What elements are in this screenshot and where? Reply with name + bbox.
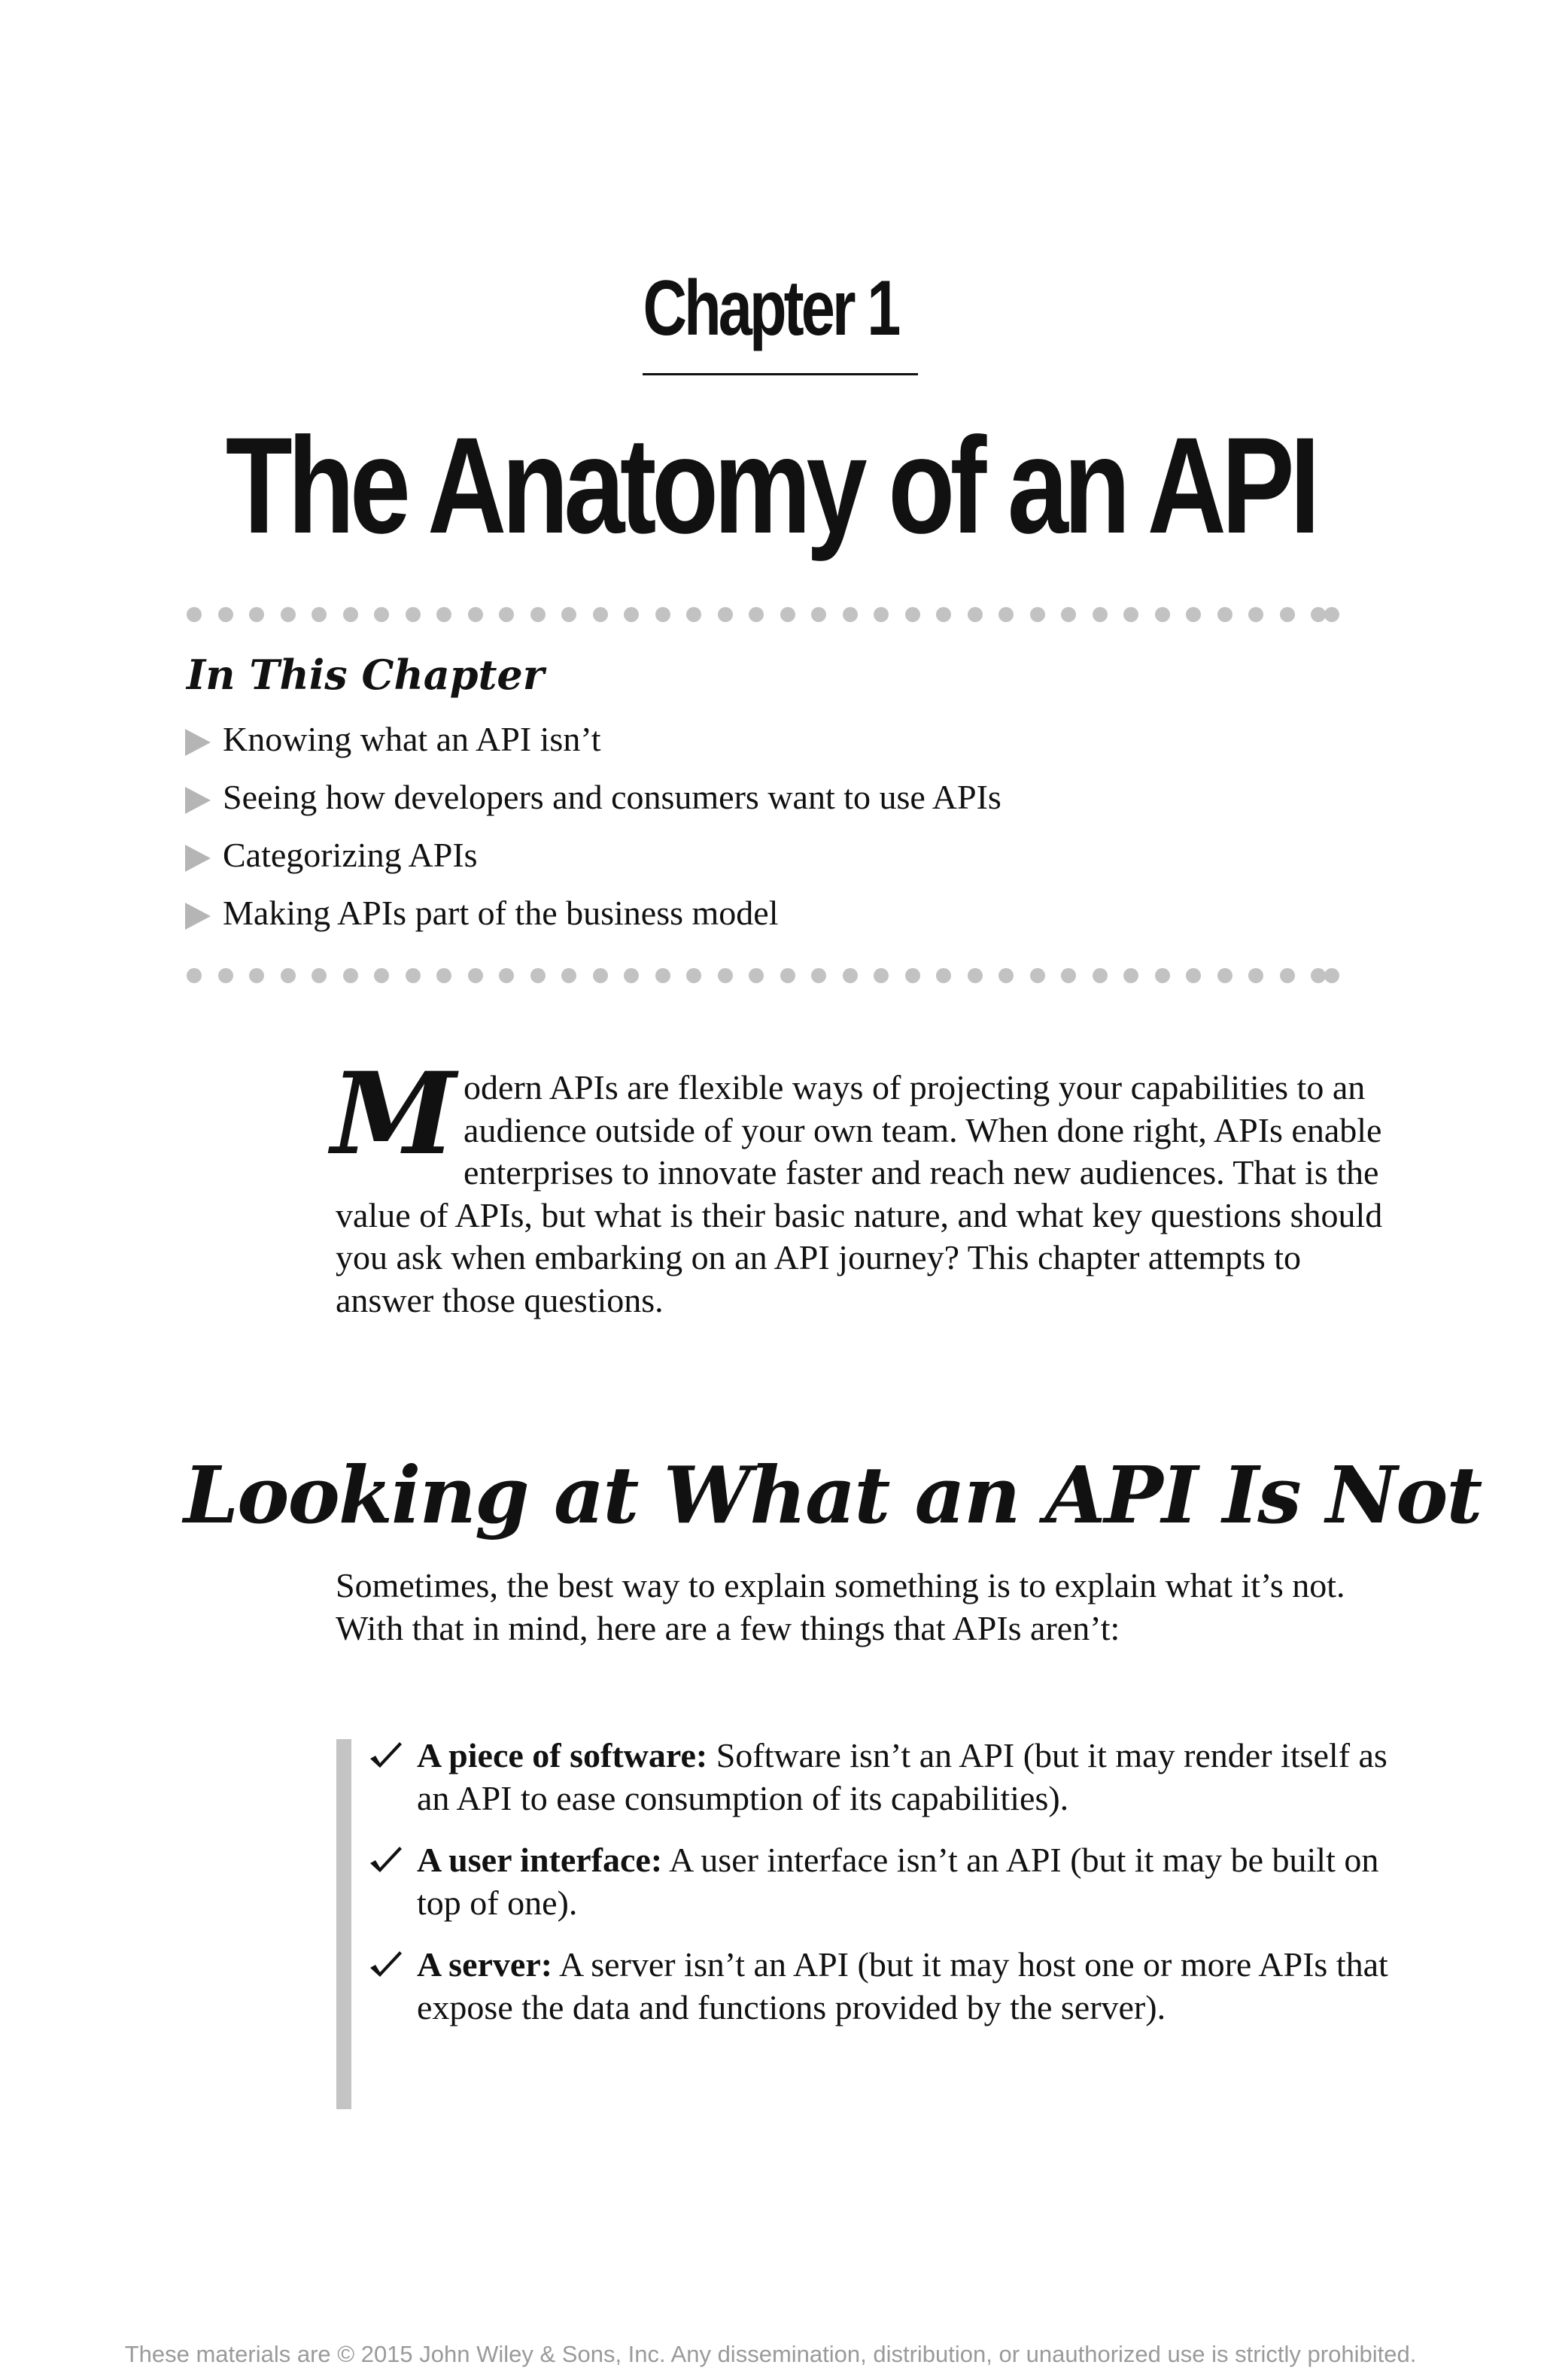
divider-dot — [436, 968, 451, 983]
divider-dot — [281, 607, 296, 622]
section-heading: Looking at What an API Is Not — [184, 1449, 1482, 1541]
in-this-chapter-item — [185, 768, 1001, 826]
divider-dot — [843, 607, 858, 622]
divider-dot — [218, 968, 233, 983]
divider-dot — [561, 607, 576, 622]
checkmark-icon — [369, 1739, 403, 1769]
divider-dot — [343, 968, 358, 983]
divider-dot — [593, 968, 608, 983]
copyright-footer: These materials are © 2015 John Wiley & Sons, Inc. Any dissemination, distribution, or unauthorized use is strictly prohibited. — [124, 2341, 1417, 2367]
divider-dot — [624, 968, 639, 983]
divider-dot — [1030, 968, 1045, 983]
not-api-item-term: A piece of software: — [417, 1736, 708, 1774]
divider-dot — [249, 607, 264, 622]
divider-dot — [905, 607, 920, 622]
divider-dot — [655, 607, 670, 622]
divider-dot — [1324, 607, 1339, 622]
divider-dot — [998, 607, 1014, 622]
not-api-item-text: A server isn’t an API (but it may host one or more APIs that expose the data and functions provided by the server). — [417, 1945, 1388, 2026]
divider-dot — [499, 968, 514, 983]
checkmark-icon — [369, 1844, 403, 1874]
in-this-chapter-list — [185, 710, 1001, 942]
divider-dot — [936, 968, 951, 983]
intro-text: odern APIs are flexible ways of projecting your capabilities to an audience outside of your own team. When done right, APIs enable enterprises to innovate faster and reach new audiences. That is the value of APIs, but what is their basic nature, and what key questions should you ask when embarking on an API journey? This chapter attempts to answer those questions. — [336, 1068, 1383, 1319]
in-this-chapter-item-text: Categorizing APIs — [223, 836, 478, 874]
divider-dot — [312, 968, 327, 983]
section-paragraph: Sometimes, the best way to explain something is to explain what it’s not. With that in mind, here are a few things that APIs aren’t: — [336, 1566, 1345, 1647]
divider-dot — [686, 968, 701, 983]
divider-dot — [1311, 968, 1326, 983]
divider-dot — [1093, 968, 1108, 983]
divider-dot — [1186, 607, 1201, 622]
chapter-label: Chapter 1 — [643, 265, 898, 352]
divider-dot — [968, 968, 983, 983]
divider-dot — [374, 968, 389, 983]
divider-dot — [936, 607, 951, 622]
divider-dot — [1061, 968, 1076, 983]
in-this-chapter-item — [185, 826, 1001, 884]
divider-dot — [593, 607, 608, 622]
divider-dot — [718, 968, 733, 983]
divider-dot — [1324, 968, 1339, 983]
divider-dot — [1186, 968, 1201, 983]
divider-dot — [530, 968, 546, 983]
triangle-bullet-icon — [185, 787, 211, 814]
triangle-bullet-icon — [185, 903, 211, 930]
divider-dot — [874, 607, 889, 622]
divider-dot — [998, 968, 1014, 983]
divider-dot — [968, 607, 983, 622]
drop-cap: M — [331, 1048, 454, 1180]
divider-dot — [1093, 607, 1108, 622]
divider-dot — [1061, 607, 1076, 622]
divider-dot — [749, 968, 764, 983]
divider-dot — [718, 607, 733, 622]
triangle-bullet-icon — [185, 845, 211, 872]
divider-dot — [749, 607, 764, 622]
not-api-item-term: A server: — [417, 1945, 553, 1984]
not-api-item — [369, 1839, 1407, 1924]
divider-dot — [187, 607, 202, 622]
divider-dot — [561, 968, 576, 983]
in-this-chapter-item-text: Seeing how developers and consumers want to use APIs — [223, 778, 1001, 816]
divider-dot — [406, 968, 421, 983]
divider-dot — [281, 968, 296, 983]
not-api-item — [369, 1944, 1407, 2029]
divider-dot — [843, 968, 858, 983]
divider-dot — [780, 968, 795, 983]
list-side-bar — [336, 1739, 351, 2109]
divider-dot — [1030, 607, 1045, 622]
divider-dot — [811, 607, 826, 622]
divider-dot — [1280, 607, 1295, 622]
divider-dot — [187, 968, 202, 983]
divider-dot — [468, 607, 483, 622]
checkmark-icon — [369, 1948, 403, 1978]
in-this-chapter-heading: In This Chapter — [187, 651, 545, 699]
in-this-chapter-item — [185, 710, 1001, 768]
divider-dot — [436, 607, 451, 622]
divider-dot — [406, 607, 421, 622]
not-api-list — [369, 1735, 1407, 2048]
in-this-chapter-item — [185, 884, 1001, 942]
dotted-divider-top — [187, 605, 1380, 624]
in-this-chapter-item-text: Making APIs part of the business model — [223, 894, 779, 932]
divider-dot — [686, 607, 701, 622]
divider-dot — [1311, 607, 1326, 622]
divider-dot — [499, 607, 514, 622]
triangle-bullet-icon — [185, 729, 211, 756]
divider-dot — [874, 968, 889, 983]
not-api-item — [369, 1735, 1407, 1820]
divider-dot — [312, 607, 327, 622]
divider-dot — [1248, 968, 1263, 983]
divider-dot — [1248, 607, 1263, 622]
divider-dot — [1280, 968, 1295, 983]
intro-paragraph — [331, 1048, 1404, 1322]
divider-dot — [811, 968, 826, 983]
divider-dot — [905, 968, 920, 983]
divider-dot — [1155, 968, 1170, 983]
divider-dot — [530, 607, 546, 622]
divider-dot — [780, 607, 795, 622]
divider-dot — [1123, 607, 1138, 622]
divider-dot — [468, 968, 483, 983]
divider-dot — [218, 607, 233, 622]
not-api-item-text: Software isn’t an API (but it may render itself as an API to ease consumption of its capabilities). — [417, 1736, 1388, 1817]
chapter-rule — [643, 373, 918, 375]
in-this-chapter-item-text: Knowing what an API isn’t — [223, 720, 601, 758]
divider-dot — [374, 607, 389, 622]
divider-dot — [624, 607, 639, 622]
divider-dot — [249, 968, 264, 983]
not-api-item-term: A user interface: — [417, 1841, 663, 1879]
divider-dot — [343, 607, 358, 622]
chapter-title: The Anatomy of an API — [225, 408, 1316, 562]
divider-dot — [1217, 968, 1232, 983]
dotted-divider-bottom — [187, 966, 1380, 985]
not-api-item-text: A user interface isn’t an API (but it may be built on top of one). — [417, 1841, 1379, 1922]
divider-dot — [1217, 607, 1232, 622]
divider-dot — [655, 968, 670, 983]
divider-dot — [1155, 607, 1170, 622]
divider-dot — [1123, 968, 1138, 983]
